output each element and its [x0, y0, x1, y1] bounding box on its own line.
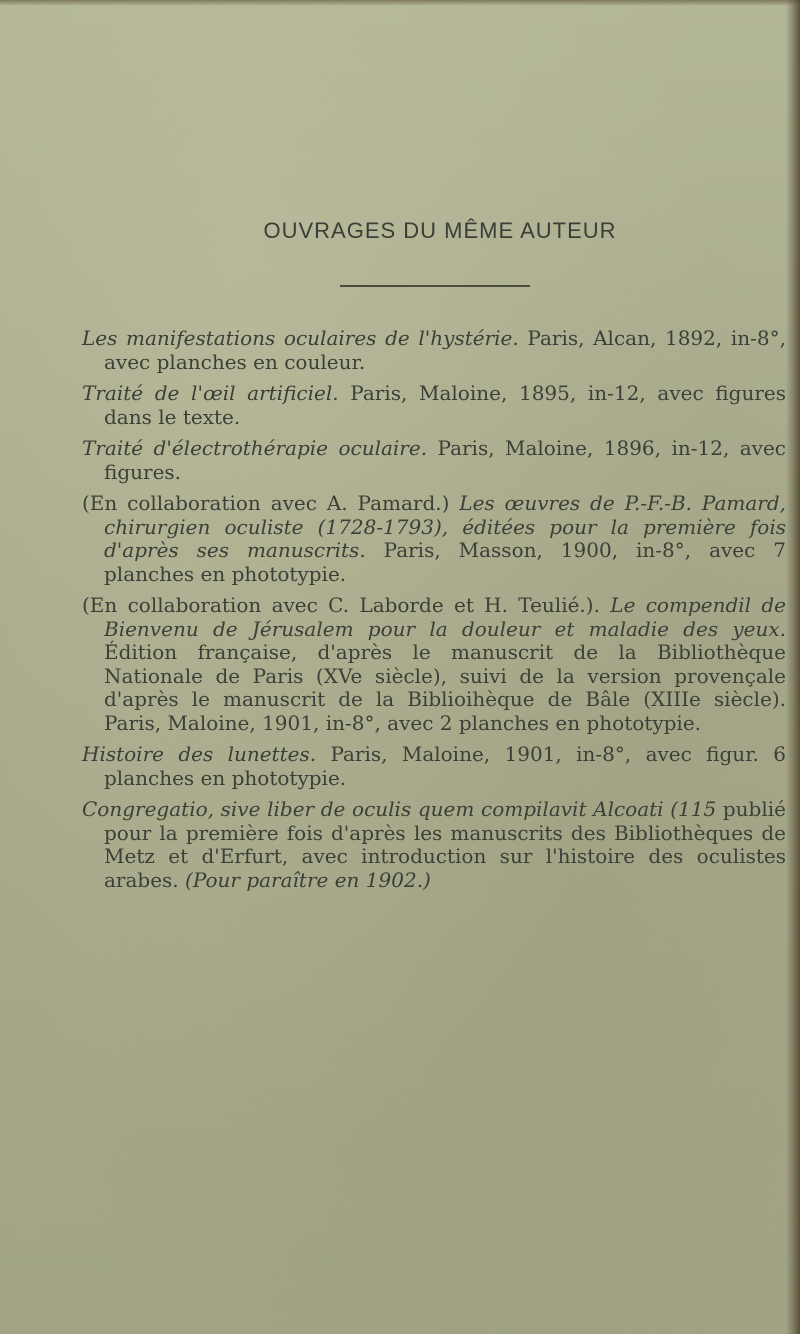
entry-title: Les œuvres de P.-F.-B. Pamard, chirurgien oculiste (1728-1793), éditées pour la première fois d'après ses manuscrits.: [104, 491, 787, 562]
entry-details: Paris, Alcan, 1892, in-8°, avec planches en couleur.: [104, 326, 786, 374]
bibliography-entry: [82, 382, 786, 429]
bibliography-entry: [82, 594, 786, 735]
entry-details: publié pour la première fois d'après les manuscrits des Bibliothèques de Metz et d'Erfurt, avec introduction sur l'histoire des oculistes arabes.: [104, 797, 786, 892]
entry-title: Traité de l'œil artificiel.: [82, 381, 339, 405]
entry-title: Le compendil de Bienvenu de Jérusalem pour la douleur et maladie des yeux.: [104, 593, 787, 641]
entry-details: Édition française, d'après le manuscrit de la Bibliothèque Nationale de Paris (XVe siècle), suivi de la version provençale d'après le manuscrit de la Biblioihèque de Bâle (XIIIe siècle). Paris, Maloine, 1901, in-8°, avec 2 planches en phototypie.: [104, 640, 786, 735]
heading-divider: [340, 285, 530, 287]
bibliography-entry: [82, 743, 786, 790]
entry-details: Paris, Masson, 1900, in-8°, avec 7 planches en phototypie.: [104, 538, 786, 586]
bibliography-entry: [82, 327, 786, 374]
bibliography-entry: [82, 798, 786, 892]
entry-forthcoming-note: (Pour paraître en 1902.): [185, 867, 431, 892]
entry-details: Paris, Maloine, 1901, in-8°, avec figur. 6 planches en phototypie.: [104, 742, 786, 790]
page-top-edge: [0, 0, 800, 6]
bibliography-entry: [82, 492, 786, 586]
entry-details: Paris, Maloine, 1896, in-12, avec figures.: [104, 436, 787, 484]
entry-title: Histoire des lunettes.: [82, 742, 317, 766]
entry-collaboration: (En collaboration avec A. Pamard.): [82, 491, 460, 515]
entry-title: Congregatio, sive liber de oculis quem compilavit Alcoati (115: [82, 797, 717, 821]
entry-title: Les manifestations oculaires de l'hystérie.: [82, 326, 519, 350]
page-binding-edge: [786, 0, 800, 1334]
entry-title: Traité d'électrothérapie oculaire.: [82, 436, 428, 460]
entry-details: Paris, Maloine, 1895, in-12, avec figures dans le texte.: [104, 381, 786, 429]
page-heading: OUVRAGES DU MÊME AUTEUR: [263, 218, 617, 243]
bibliography-entry: [82, 437, 786, 484]
bibliography-list: [82, 327, 786, 900]
entry-collaboration: (En collaboration avec C. Laborde et H. Teulié.).: [82, 593, 611, 617]
